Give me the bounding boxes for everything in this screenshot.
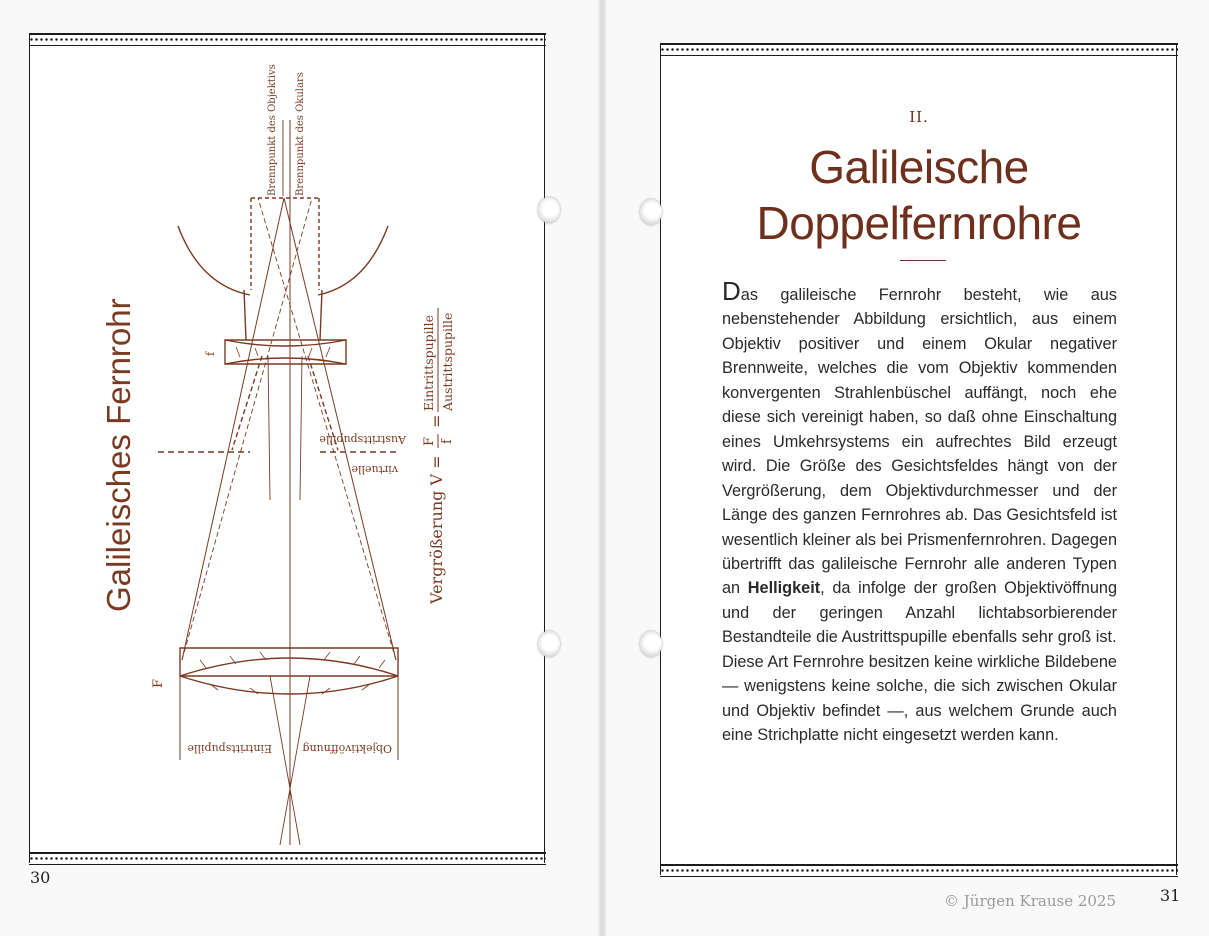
body-text [722, 276, 1117, 748]
section-number: II. [909, 108, 929, 126]
formula-numerator: Eintrittspupille [421, 314, 436, 411]
objective-lens-outline [180, 648, 398, 676]
chapter-title-line1: Galileische [809, 141, 1029, 193]
title-rule [900, 260, 946, 261]
formula-F: F [422, 436, 437, 446]
label-objective-aperture: Objektivöffnung [302, 742, 392, 755]
label-small-f: f [204, 351, 217, 356]
copyright-notice: © Jürgen Krause 2025 [944, 892, 1117, 910]
label-focus-eyepiece: Brennpunkt des Okulars [295, 72, 306, 196]
emphasis-helligkeit: Helligkeit [747, 579, 821, 598]
page-number-left: 30 [30, 868, 51, 887]
formula-equals: = [427, 414, 446, 428]
paragraph-2: Diese Art Fernrohre besitzen keine wirkliche Bildebene — wenigstens keine solche, die sich zwischen Okular und Objektiv befindet —, aus welchem Grunde auch eine Strichplatte nicht eingesetzt werden kann. [722, 652, 1117, 745]
label-focus-objective: Brennpunkt des Objektivs [267, 64, 278, 196]
formula-denominator: Austrittspupille [440, 312, 455, 411]
label-virtual: virtuelle [351, 463, 398, 476]
label-big-f: F [151, 678, 166, 688]
paragraph-1-end: , da infolge der großen Objektivöffnung und der geringen Anzahl lichtabsorbierender Bestandteile die Austrittspupille ebenfalls sehr groß ist. [722, 579, 1117, 647]
diagram-title: Galileisches Fernrohr [100, 298, 137, 612]
page-number-right: 31 [1160, 886, 1181, 905]
eye-cup-left [178, 226, 250, 295]
label-entrance-pupil: Eintrittspupille [187, 742, 272, 755]
chapter-title-line2: Doppelfernrohre [756, 197, 1082, 249]
formula-prefix: Vergrößerung V = [427, 455, 446, 604]
paragraph-1-text: as galileische Fernrohr besteht, wie aus nebenstehender Abbildung ersichtlich, aus einem Objektiv positiver und einem Okular negativer Brennweite, welches die vom Objektiv kommenden konvergenten Strahlenbüschel auffängt, noch ehe diese sich vereinigt haben, so daß ohne Einschaltung eines Umkehrsystems ein aufrechtes Bild erzeugt wird. Die Größe des Gesichtsfeldes hängt von der Vergrößerung, dem Objektivdurchmesser und der Länge des ganzen Fernrohres ab. Das Gesichtsfeld ist wesentlich kleiner als bei Prismenfernrohren. Dagegen übertrifft das galileische Fernrohr alle anderen Typen an [722, 286, 1117, 598]
dropcap: D [722, 276, 741, 306]
formula-f: f [440, 439, 455, 444]
magnification-formula [421, 308, 455, 605]
paragraph-1 [722, 276, 1117, 650]
label-exit-pupil: Austrittspupille [319, 433, 406, 446]
eye-cup-right [318, 226, 388, 295]
